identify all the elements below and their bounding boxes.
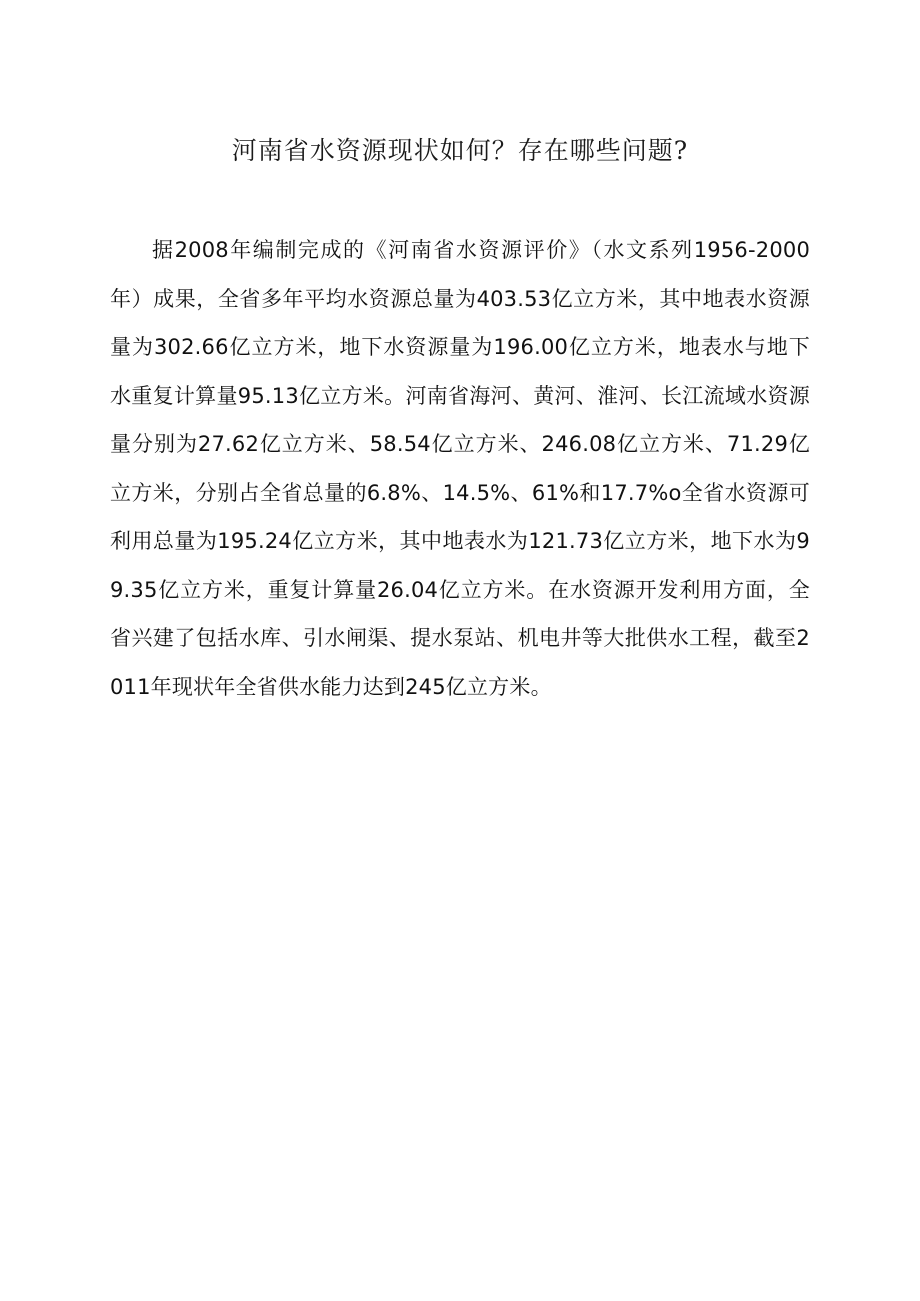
document-title: 河南省水资源现状如何？存在哪些问题? — [231, 136, 689, 165]
body-paragraph: 据2008年编制完成的《河南省水资源评价》（水文系列1956-2000年）成果，全省多年平均水资源总量为403.53亿立方米，其中地表水资源量为302.66亿立方米，地下水资源量为196.00亿立方米，地表水与地下水重复计算量95.13亿立方米。河南省海河、黄河、淮河、长江流域水资源量分别为27.62亿立方米、58.54亿立方米、246.08亿立方米、71.29亿立方米，分别占全省总量的6.8%、14.5%、61%和17.7%o全省水资源可利用总量为195.24亿立方米，其中地表水为121.73亿立方米，地下水为99.35亿立方米，重复计算量26.04亿立方米。在水资源开发利用方面，全省兴建了包括水库、引水闸渠、提水泵站、机电井等大批供水工程，截至2011年现状年全省供水能力达到245亿立方米。 — [110, 238, 810, 699]
document-body — [110, 226, 810, 711]
